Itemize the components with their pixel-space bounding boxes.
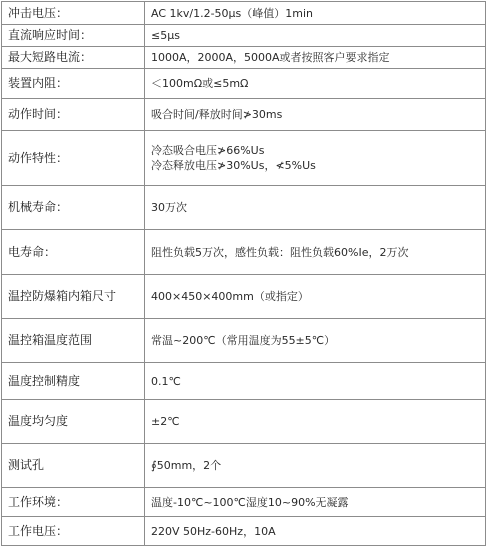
row-label: 机械寿命： (2, 186, 145, 230)
row-label: 温控箱温度范围 (2, 319, 145, 363)
row-value-line: 冷态释放电压≯30%Us，≮5%Us (151, 159, 316, 172)
table-row (2, 319, 486, 363)
table-row (2, 25, 486, 47)
row-label: 动作特性： (2, 131, 145, 186)
row-label: 工作电压： (2, 517, 145, 546)
row-value: 常温~200℃（常用温度为55±5℃） (145, 319, 486, 363)
row-label: 最大短路电流： (2, 47, 145, 69)
row-value-line: 冷态吸合电压≯66%Us (151, 144, 265, 157)
row-value: 220V 50Hz-60Hz，10A (145, 517, 486, 546)
table-row (2, 131, 486, 186)
row-value: 阻性负载5万次，感性负载：阻性负载60%Ie，2万次 (145, 230, 486, 275)
row-label: 装置内阻： (2, 69, 145, 99)
row-value (145, 131, 486, 186)
row-label: 测试孔 (2, 444, 145, 488)
table-row (2, 47, 486, 69)
table-row (2, 2, 486, 25)
row-label: 冲击电压： (2, 2, 145, 25)
row-value: 30万次 (145, 186, 486, 230)
row-value: 吸合时间/释放时间≯30ms (145, 99, 486, 131)
row-label: 温度均匀度 (2, 400, 145, 444)
table-row (2, 444, 486, 488)
row-value: AC 1kv/1.2-50μs（峰值）1min (145, 2, 486, 25)
spec-table (1, 1, 486, 546)
table-row (2, 517, 486, 546)
table-row (2, 99, 486, 131)
row-value: ≤5μs (145, 25, 486, 47)
row-value: 温度-10℃~100℃湿度10~90%无凝露 (145, 488, 486, 517)
row-label: 工作环境： (2, 488, 145, 517)
table-row (2, 363, 486, 400)
table-row (2, 488, 486, 517)
table-row (2, 400, 486, 444)
row-value: 1000A，2000A，5000A或者按照客户要求指定 (145, 47, 486, 69)
row-label: 动作时间： (2, 99, 145, 131)
row-value: ±2℃ (145, 400, 486, 444)
row-label: 温度控制精度 (2, 363, 145, 400)
table-row (2, 275, 486, 319)
row-label: 电寿命： (2, 230, 145, 275)
row-label: 温控防爆箱内箱尺寸 (2, 275, 145, 319)
row-value: 400×450×400mm（或指定） (145, 275, 486, 319)
row-value: 0.1℃ (145, 363, 486, 400)
row-value: ＜100mΩ或≤5mΩ (145, 69, 486, 99)
row-value: ∮50mm，2个 (145, 444, 486, 488)
table-row (2, 230, 486, 275)
table-row (2, 69, 486, 99)
row-label: 直流响应时间： (2, 25, 145, 47)
table-row (2, 186, 486, 230)
